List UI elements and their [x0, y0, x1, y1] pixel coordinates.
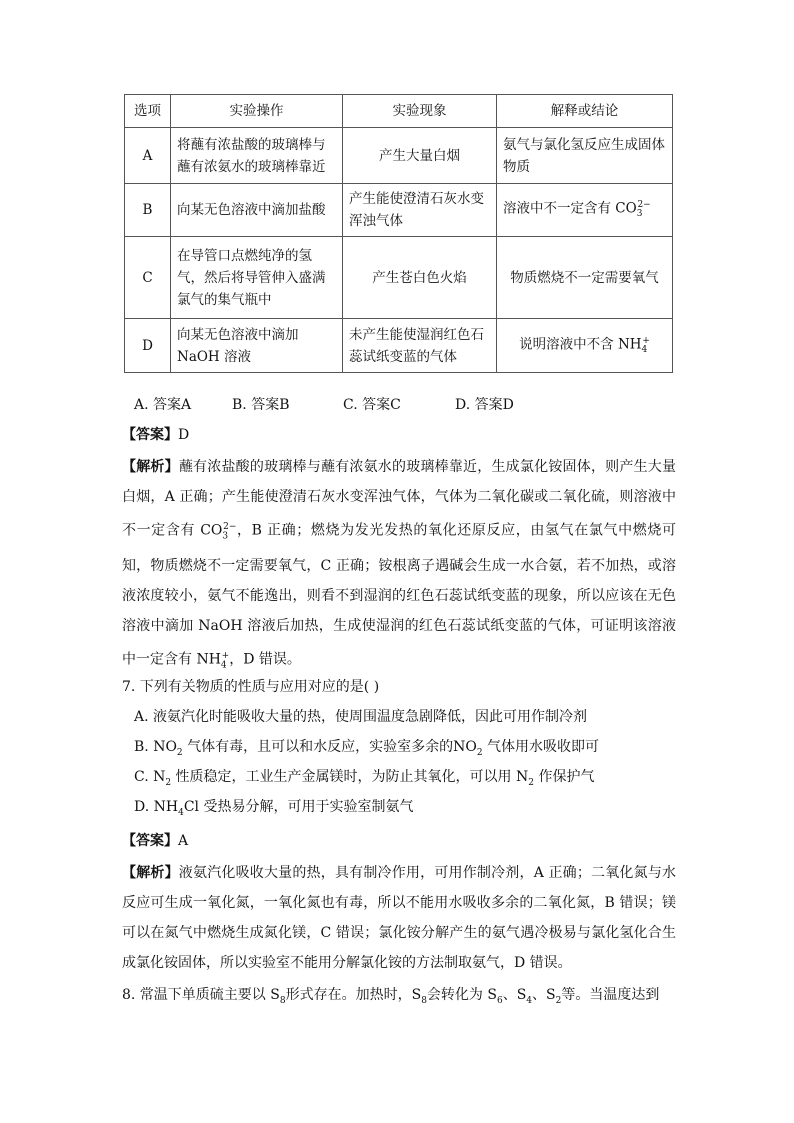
- table-row: [125, 237, 673, 319]
- row-phenomenon: 产生大量白烟: [343, 128, 497, 184]
- answer-6: 【答案】D: [122, 427, 190, 443]
- row-conclusion: 物质燃烧不一定需要氧气: [497, 237, 673, 319]
- header-conclusion: 解释或结论: [497, 95, 673, 128]
- question-7-option-d: D. $NH_4Cl$ 受热易分解，可用于实验室制氨气: [134, 799, 414, 818]
- question-7-stem: 7. 下列有关物质的性质与应用对应的是( ): [122, 679, 380, 695]
- choice-a: A. 答案A: [134, 397, 192, 413]
- row-conclusion: 溶液中不一定含有 $CO_3^{2-}$: [497, 184, 673, 237]
- header-phenomenon: 实验现象: [343, 95, 497, 128]
- choice-b: B. 答案B: [232, 397, 290, 413]
- row-option: C: [125, 237, 171, 319]
- row-option: A: [125, 128, 171, 184]
- row-operation: 将蘸有浓盐酸的玻璃棒与蘸有浓氨水的玻璃棒靠近: [171, 128, 343, 184]
- row-operation: 向某无色溶液中滴加 NaOH 溶液: [171, 319, 343, 373]
- analysis-6: 【解析】蘸有浓盐酸的玻璃棒与蘸有浓氨水的玻璃棒靠近，生成氯化铵固体，则产生大量白烟，A 正确；产生能使澄清石灰水变浑浊气体，气体为二氧化碳或二氧化硫，则溶液中不一定含有 $CO_3^{2-}$，B 正确；燃烧为发光发热的氧化还原反应，由氢气在氯气中燃烧可知，物质燃烧不一定需要氧气，C 正确；铵根离子遇碱会生成一水合氨，若不加热，或溶液浓度较小，氨气不能逸出，则看不到湿润的红色石蕊试纸变蓝的现象，所以应该在无色溶液中滴加 NaOH 溶液后加热，生成使湿润的红色石蕊试纸变蓝的气体，可证明该溶液中一定含有 $NH_4^+$，D 错误。: [122, 459, 676, 671]
- row-phenomenon: 产生苍白色火焰: [343, 237, 497, 319]
- header-option: 选项: [125, 95, 171, 128]
- row-conclusion: 说明溶液中不含 $NH_4^+$: [497, 319, 673, 373]
- answer-7: 【答案】A: [122, 833, 189, 849]
- question-8-stem: 8. 常温下单质硫主要以 $S_8$形式存在。加热时，$S_8$会转化为 $S_6$、$S_4$、$S_2$等。当温度达到: [122, 987, 660, 1006]
- analysis-7: 【解析】液氨汽化吸收大量的热，具有制冷作用，可用作制冷剂，A 正确；二氧化氮与水反应可生成一氧化氮，一氧化氮也有毒，所以不能用水吸收多余的二氧化氮，B 错误；镁可以在氮气中燃烧生成氮化镁，C 错误；氯化铵分解产生的氨气遇冷极易与氯化氢化合生成氯化铵固体，所以实验室不能用分解氯化铵的方法制取氨气，D 错误。: [122, 865, 677, 971]
- choice-c: C. 答案C: [343, 397, 401, 413]
- table-row: [125, 184, 673, 237]
- question-7-option-c: C. $N_2$ 性质稳定，工业生产金属镁时，为防止其氧化，可以用 $N_2$ 作保护气: [134, 769, 595, 788]
- row-conclusion: 氨气与氯化氢反应生成固体物质: [497, 128, 673, 184]
- row-phenomenon: 未产生能使湿润红色石蕊试纸变蓝的气体: [343, 319, 497, 373]
- experiment-table: [124, 94, 673, 373]
- table-header-row: [125, 95, 673, 128]
- row-phenomenon: 产生能使澄清石灰水变浑浊气体: [343, 184, 497, 237]
- row-option: D: [125, 319, 171, 373]
- row-operation: 向某无色溶液中滴加盐酸: [171, 184, 343, 237]
- table-row: [125, 319, 673, 373]
- question-7-option-a: A. 液氨汽化时能吸收大量的热，使周围温度急剧降低，因此可用作制冷剂: [134, 709, 588, 725]
- row-option: B: [125, 184, 171, 237]
- row-operation: 在导管口点燃纯净的氢气，然后将导管伸入盛满氯气的集气瓶中: [171, 237, 343, 319]
- choice-d: D. 答案D: [455, 397, 514, 413]
- table-row: [125, 128, 673, 184]
- question-7-option-b: B. $NO_2$ 气体有毒，且可以和水反应，实验室多余的$NO_2$ 气体用水吸收即可: [134, 739, 600, 758]
- header-operation: 实验操作: [171, 95, 343, 128]
